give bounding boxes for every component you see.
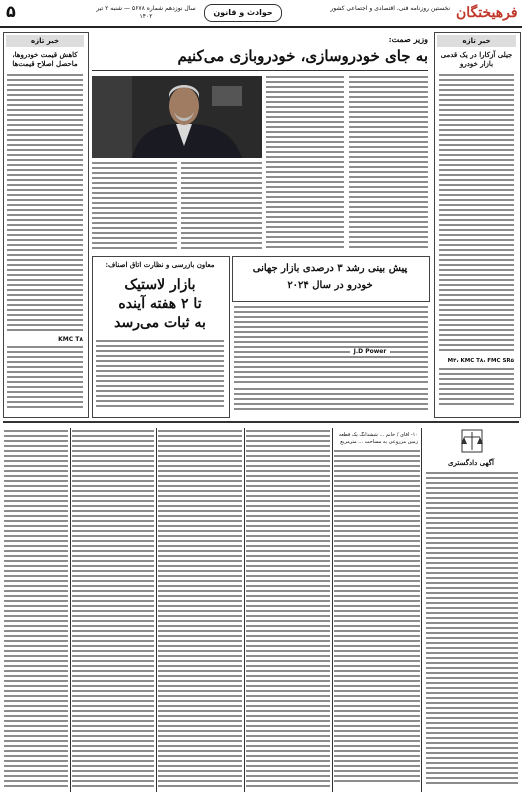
lead-rule: [92, 70, 428, 71]
story2-headline-1: پیش بینی رشد ۳ درصدی بازار جهانی: [252, 263, 408, 274]
notices-rule-5: [70, 428, 71, 792]
notices-col-3: [246, 430, 330, 790]
right-sidebar-tag: خبر تازه: [437, 35, 516, 47]
issue-line: سال نوزدهم شماره ۵۶۷۸ — شنبه ۲ تیر ۱۴۰۲: [96, 5, 196, 20]
right-sidebar-body-2: [439, 368, 514, 412]
left-sidebar-title: کاهش قیمت خودروها، ماحصل اصلاح قیمت‌ها: [12, 50, 78, 68]
notices-heading: آگهی دادگستری: [448, 458, 494, 467]
notices-rule-2: [332, 428, 333, 792]
left-sidebar-body-2: [7, 346, 83, 412]
notices-rule-1: [421, 428, 422, 792]
left-sidebar-model-1: KMC T۸: [58, 336, 83, 343]
masthead-tagline: نخستین روزنامه فنی، اقتصادی و اجتماعی کشور: [330, 5, 450, 12]
story2-body-2: [234, 388, 428, 414]
story3-body: [96, 340, 224, 412]
portrait-figure: [92, 76, 262, 158]
notices-col-5: [72, 430, 154, 790]
lead-body-col-3: [181, 162, 262, 252]
story3-headline-3: به ثبات می‌رسد: [114, 315, 206, 331]
left-sidebar-tag: خبر تازه: [6, 35, 84, 47]
story3-headline-2: تا ۲ هفته آینده: [118, 296, 202, 312]
lead-body-col-1: [349, 76, 428, 252]
story3-kicker: معاون بازرسی و نظارت اتاق اصناف:: [105, 260, 215, 269]
story2-headline-2: خودرو در سال ۲۰۲۴: [287, 280, 373, 291]
right-sidebar-models: M۴، KMC T۸، FMC SR۵: [447, 358, 514, 364]
notices-rule-3: [244, 428, 245, 792]
notices-col-1: [426, 472, 518, 790]
story2-brand: J.D Power: [350, 348, 390, 355]
notice-sample-line: ۱۰- آقای / خانم ... ششدانگ یک قطعه زمین مزروعی به مساحت ... مترمربع: [338, 432, 418, 445]
notices-col-2: [334, 450, 420, 790]
section-badge: حوادث و قانون: [204, 4, 282, 22]
lead-body-col-4: [92, 162, 177, 252]
story3-headline-1: بازار لاستیک: [124, 277, 196, 293]
judiciary-emblem-area: [424, 428, 520, 458]
right-sidebar-body: [439, 74, 514, 356]
judiciary-emblem-icon: [424, 428, 520, 458]
right-sidebar-title: جیلی آزکارا در یک قدمی بازار خودرو: [440, 50, 513, 68]
newspaper-logo: فرهیختگان: [456, 5, 518, 21]
left-sidebar-body: [7, 74, 83, 332]
notices-col-4: [158, 430, 242, 790]
notices-col-6: [4, 430, 68, 790]
lead-kicker: وزیر صمت:: [388, 34, 428, 44]
lead-headline: به جای خودروسازی، خودروبازی می‌کنیم: [177, 47, 428, 65]
story2-body: [234, 306, 428, 386]
minister-photo: [92, 76, 262, 158]
lead-body-col-2: [266, 76, 344, 252]
notices-rule-4: [156, 428, 157, 792]
page-number: ۵: [6, 2, 16, 21]
section-divider: [3, 421, 519, 423]
